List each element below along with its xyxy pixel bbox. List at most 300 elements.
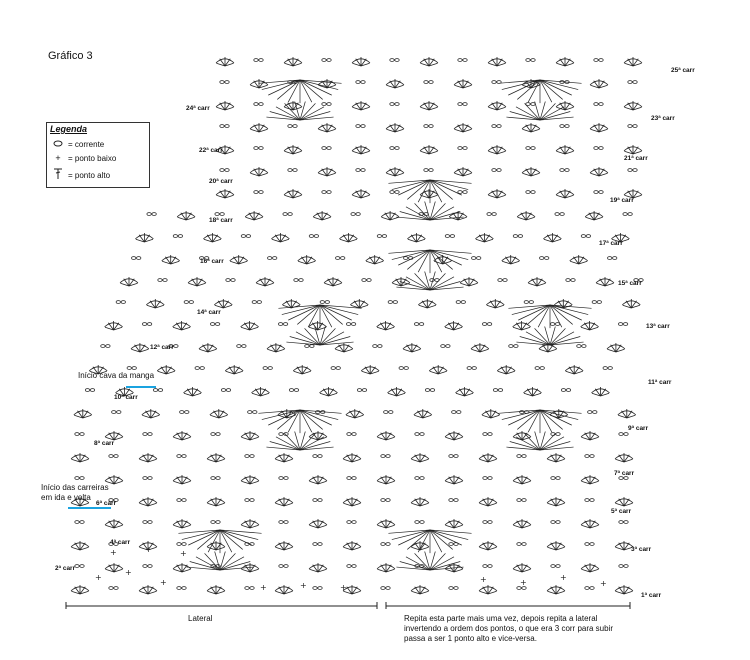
chain-stitch <box>395 59 399 62</box>
shell-stitch <box>420 101 438 110</box>
chain-stitch <box>488 565 492 568</box>
chain-stitch <box>561 389 565 392</box>
chain-stitch <box>225 169 229 172</box>
shell-stitch <box>475 233 493 242</box>
shell-stitch <box>547 541 565 550</box>
chain-stitch <box>80 433 84 436</box>
chain-stitch <box>517 587 521 590</box>
chain-stitch <box>216 477 220 480</box>
chain-stitch <box>318 543 322 546</box>
chain-stitch <box>245 499 249 502</box>
chain-stitch <box>331 367 335 370</box>
shell-stitch <box>284 189 302 198</box>
chain-stitch <box>429 169 433 172</box>
chain-stitch <box>250 587 254 590</box>
chain-stitch <box>117 411 121 414</box>
legend-label-single-crochet-text: = ponto baixo <box>68 153 117 163</box>
chain-stitch <box>425 389 429 392</box>
shell-stitch <box>241 475 259 484</box>
chain-stitch <box>80 477 84 480</box>
chain-stitch <box>594 147 598 150</box>
shell-stitch <box>590 79 608 88</box>
chain-stitch <box>483 521 487 524</box>
chain-stitch <box>263 367 267 370</box>
chain-stitch <box>477 257 481 260</box>
chain-stitch <box>347 433 351 436</box>
chain-stitch <box>594 59 598 62</box>
single-crochet-mark: + <box>95 573 102 582</box>
chain-stitch <box>526 147 530 150</box>
chain-stitch <box>454 455 458 458</box>
chain-stitch <box>288 213 292 216</box>
chain-stitch <box>215 323 219 326</box>
chain-stitch <box>195 367 199 370</box>
chain-stitch <box>278 323 282 326</box>
chain-stitch <box>608 257 612 260</box>
chain-stitch <box>531 59 535 62</box>
single-crochet-mark: + <box>300 581 307 590</box>
lateral-caption: Lateral <box>188 614 213 623</box>
chain-stitch <box>182 543 186 546</box>
chain-stitch <box>450 235 454 238</box>
rows-start-note: Início das carreiras em ida e volta <box>41 483 109 502</box>
chain-stitch <box>101 345 105 348</box>
chain-stitch <box>313 455 317 458</box>
shell-stitch <box>199 343 217 352</box>
chain-stitch <box>293 169 297 172</box>
chain-stitch <box>210 323 214 326</box>
chain-stitch <box>362 389 366 392</box>
chain-stitch <box>182 455 186 458</box>
chain-stitch <box>80 565 84 568</box>
row-label-17: 17ª carr <box>599 240 623 247</box>
shell-stitch <box>252 387 270 396</box>
chain-stitch <box>535 367 539 370</box>
shell-stitch <box>352 189 370 198</box>
shell-stitch <box>71 453 89 462</box>
chain-stitch <box>381 455 385 458</box>
chain-stitch <box>254 59 258 62</box>
chain-stitch <box>313 499 317 502</box>
chain-stitch <box>415 521 419 524</box>
row-label-15: 15ª carr <box>618 280 642 287</box>
shell-stitch <box>581 431 599 440</box>
chain-stitch <box>531 191 535 194</box>
chain-stitch <box>288 169 292 172</box>
shell-stitch <box>309 563 327 572</box>
shell-stitch <box>517 211 535 220</box>
shell-stitch <box>528 277 546 286</box>
chain-stitch <box>377 235 381 238</box>
chain-stitch <box>142 323 146 326</box>
chain-stitch <box>182 587 186 590</box>
chain-stitch <box>463 103 467 106</box>
shell-stitch <box>313 211 331 220</box>
chain-stitch <box>522 455 526 458</box>
chain-stitch <box>555 213 559 216</box>
chain-stitch <box>148 565 152 568</box>
shell-stitch <box>157 365 175 374</box>
chain-stitch <box>279 521 283 524</box>
shell-stitch <box>105 321 123 330</box>
row-label-16: 16ª carr <box>200 258 224 265</box>
shell-stitch <box>615 453 633 462</box>
row-label-18: 18ª carr <box>209 217 233 224</box>
chain-stitch <box>386 543 390 546</box>
row-label-13: 13ª carr <box>646 323 670 330</box>
chain-stitch <box>184 301 188 304</box>
shell-stitch <box>339 233 357 242</box>
row-label-14: 14ª carr <box>197 309 221 316</box>
chain-stitch <box>513 235 517 238</box>
chain-stitch <box>351 323 355 326</box>
shell-stitch <box>513 431 531 440</box>
chain-stitch <box>357 389 361 392</box>
chain-stitch <box>492 213 496 216</box>
chain-stitch <box>613 257 617 260</box>
chain-stitch <box>472 257 476 260</box>
chain-stitch <box>529 301 533 304</box>
chain-stitch <box>526 59 530 62</box>
chain-stitch <box>452 411 456 414</box>
shell-stitch <box>454 79 472 88</box>
fan-stitch <box>388 250 471 273</box>
chain-stitch <box>390 59 394 62</box>
chain-stitch <box>497 125 501 128</box>
chain-stitch <box>352 565 356 568</box>
chain-stitch <box>148 433 152 436</box>
chain-stitch <box>585 499 589 502</box>
shell-stitch <box>622 299 640 308</box>
chain-stitch <box>590 587 594 590</box>
chain-stitch <box>147 323 151 326</box>
chain-stitch <box>619 433 623 436</box>
chain-stitch <box>420 477 424 480</box>
shell-stitch <box>581 563 599 572</box>
chain-stitch <box>487 323 491 326</box>
chain-stitch <box>346 323 350 326</box>
chain-stitch <box>599 147 603 150</box>
shell-stitch <box>479 585 497 594</box>
chain-stitch <box>325 301 329 304</box>
legend-label-chain: = corrente <box>68 139 105 149</box>
chain-stitch <box>487 213 491 216</box>
fan-stitch <box>278 305 361 328</box>
chain-stitch <box>284 477 288 480</box>
chain-stitch <box>497 169 501 172</box>
chain-stitch <box>482 323 486 326</box>
shell-stitch <box>513 563 531 572</box>
chain-stitch <box>116 301 120 304</box>
shell-stitch <box>445 321 463 330</box>
chain-stitch <box>582 345 586 348</box>
chain-stitch <box>461 301 465 304</box>
row-label-1: 1ª carr <box>641 592 662 599</box>
row-label-9: 9ª carr <box>628 425 649 432</box>
chain-stitch <box>352 521 356 524</box>
chain-stitch <box>551 565 555 568</box>
row-label-4: 4ª carr <box>110 539 131 546</box>
row-label-6: 6ª carr <box>96 500 117 507</box>
chain-stitch <box>517 543 521 546</box>
chain-stitch <box>322 59 326 62</box>
shell-stitch <box>615 585 633 594</box>
chain-stitch <box>593 411 597 414</box>
chain-stitch <box>577 345 581 348</box>
chain-stitch <box>137 257 141 260</box>
shell-stitch <box>377 519 395 528</box>
chain-stitch <box>352 477 356 480</box>
shell-stitch <box>120 277 138 286</box>
chain-stitch <box>623 213 627 216</box>
chain-stitch <box>488 433 492 436</box>
chain-stitch <box>585 587 589 590</box>
single-crochet-mark: + <box>520 578 527 587</box>
chain-stitch <box>268 367 272 370</box>
shell-stitch <box>256 277 274 286</box>
shell-stitch <box>207 585 225 594</box>
chain-stitch <box>454 499 458 502</box>
shell-stitch <box>454 167 472 176</box>
chain-stitch <box>148 477 152 480</box>
chain-stitch <box>250 543 254 546</box>
shell-stitch <box>377 431 395 440</box>
shell-stitch <box>592 387 610 396</box>
chain-stitch <box>429 125 433 128</box>
shell-stitch <box>230 255 248 264</box>
shell-stitch <box>71 585 89 594</box>
chain-stitch <box>599 191 603 194</box>
chain-stitch <box>313 543 317 546</box>
chain-stitch <box>524 301 528 304</box>
chain-stitch <box>174 345 178 348</box>
plus-stitch-icon: + <box>55 153 61 163</box>
row-label-11: 11ª carr <box>648 379 672 386</box>
chain-stitch <box>624 433 628 436</box>
chain-stitch <box>318 455 322 458</box>
chain-stitch <box>395 147 399 150</box>
chain-stitch <box>279 565 283 568</box>
chain-stitch <box>294 279 298 282</box>
chain-stitch <box>182 499 186 502</box>
shell-stitch <box>343 541 361 550</box>
chain-stitch <box>446 345 450 348</box>
chain-stitch <box>288 125 292 128</box>
chain-stitch <box>259 191 263 194</box>
shell-stitch <box>250 167 268 176</box>
shell-stitch <box>135 233 153 242</box>
fan-stitch <box>516 327 583 345</box>
shell-stitch <box>565 365 583 374</box>
shell-stitch <box>267 343 285 352</box>
chain-stitch <box>404 257 408 260</box>
shell-stitch <box>173 431 191 440</box>
chain-stitch <box>619 477 623 480</box>
fan-stitch <box>388 530 471 553</box>
chain-stitch <box>327 191 331 194</box>
chain-stitch <box>309 235 313 238</box>
shell-stitch <box>479 497 497 506</box>
chain-stitch <box>590 499 594 502</box>
shell-stitch <box>488 101 506 110</box>
chain-stitch <box>313 587 317 590</box>
chain-stitch <box>177 543 181 546</box>
chain-stitch <box>361 125 365 128</box>
chain-stitch <box>518 235 522 238</box>
chain-stitch <box>463 191 467 194</box>
chain-stitch <box>581 235 585 238</box>
chain-stitch <box>242 345 246 348</box>
chain-stitch <box>268 257 272 260</box>
chain-stitch <box>177 587 181 590</box>
chain-stitch <box>114 587 118 590</box>
chain-stitch <box>347 477 351 480</box>
chain-stitch <box>252 301 256 304</box>
chain-stitch <box>259 103 263 106</box>
shell-stitch <box>377 563 395 572</box>
shell-stitch <box>177 211 195 220</box>
shell-stitch <box>139 497 157 506</box>
chain-stitch <box>633 81 637 84</box>
chain-stitch <box>75 565 79 568</box>
chain-stitch <box>498 279 502 282</box>
chain-stitch <box>132 367 136 370</box>
shell-stitch <box>346 409 364 418</box>
chain-stitch <box>386 455 390 458</box>
chain-stitch <box>112 411 116 414</box>
chain-stitch <box>310 345 314 348</box>
shell-stitch <box>624 145 642 154</box>
chain-stitch <box>560 125 564 128</box>
shell-stitch <box>173 321 191 330</box>
chain-stitch <box>415 477 419 480</box>
chain-stitch <box>492 125 496 128</box>
chain-stitch <box>351 213 355 216</box>
chain-stitch <box>180 411 184 414</box>
shell-stitch <box>513 475 531 484</box>
chain-stitch <box>623 323 627 326</box>
single-crochet-mark: + <box>125 568 132 577</box>
row-label-22: 22ª carr <box>199 147 223 154</box>
fan-stitch <box>388 180 471 203</box>
chain-stitch <box>585 455 589 458</box>
chain-stitch <box>284 521 288 524</box>
chain-stitch <box>352 433 356 436</box>
shell-stitch <box>343 497 361 506</box>
shell-stitch <box>497 365 515 374</box>
chain-stitch <box>90 389 94 392</box>
chain-stitch <box>132 257 136 260</box>
shell-stitch <box>366 255 384 264</box>
chain-stitch <box>220 81 224 84</box>
row-label-2: 2ª carr <box>55 565 76 572</box>
chain-stitch <box>483 477 487 480</box>
shell-stitch <box>524 387 542 396</box>
shell-stitch <box>547 497 565 506</box>
shell-stitch <box>488 189 506 198</box>
chain-stitch <box>628 125 632 128</box>
chain-stitch <box>608 367 612 370</box>
chain-stitch <box>189 301 193 304</box>
armhole-start-note: Início cava da manga <box>78 371 155 380</box>
chain-stitch <box>565 125 569 128</box>
shell-stitch <box>352 145 370 154</box>
shell-stitch <box>324 277 342 286</box>
chain-stitch <box>220 169 224 172</box>
chain-stitch <box>200 367 204 370</box>
chain-stitch <box>566 389 570 392</box>
fan-stitch <box>396 202 463 220</box>
shell-stitch <box>105 519 123 528</box>
chain-stitch <box>299 279 303 282</box>
chain-stitch <box>384 411 388 414</box>
shell-stitch <box>386 167 404 176</box>
shell-stitch <box>139 585 157 594</box>
chain-stitch <box>220 213 224 216</box>
chain-stitch <box>503 279 507 282</box>
shell-stitch <box>275 453 293 462</box>
shell-stitch <box>352 101 370 110</box>
shell-stitch <box>309 475 327 484</box>
chain-stitch <box>560 169 564 172</box>
fan-stitch <box>396 552 463 570</box>
shell-stitch <box>386 123 404 132</box>
chain-stitch <box>293 125 297 128</box>
chain-stitch <box>143 433 147 436</box>
shell-stitch <box>381 211 399 220</box>
chain-stitch <box>619 565 623 568</box>
chain-stitch <box>449 543 453 546</box>
fan-stitch <box>266 102 333 120</box>
chain-stitch <box>361 81 365 84</box>
chain-stitch <box>449 587 453 590</box>
shell-stitch <box>445 431 463 440</box>
shell-stitch <box>139 453 157 462</box>
chain-stitch <box>493 389 497 392</box>
repeat-bracket <box>386 602 630 609</box>
chain-stitch <box>152 213 156 216</box>
chain-stitch <box>590 455 594 458</box>
chain-stitch <box>545 257 549 260</box>
shell-stitch <box>618 409 636 418</box>
chain-stitch <box>498 389 502 392</box>
chain-stitch <box>250 455 254 458</box>
chain-stitch <box>237 345 241 348</box>
chain-stitch <box>420 521 424 524</box>
chain-stitch <box>467 367 471 370</box>
chain-stitch <box>245 455 249 458</box>
shell-stitch <box>352 57 370 66</box>
chain-stitch <box>211 433 215 436</box>
shell-stitch <box>241 431 259 440</box>
chain-stitch <box>318 587 322 590</box>
chain-stitch <box>322 103 326 106</box>
shell-stitch <box>241 519 259 528</box>
chain-stitch <box>75 433 79 436</box>
shell-stitch <box>131 343 149 352</box>
shell-stitch <box>207 453 225 462</box>
chain-stitch <box>336 257 340 260</box>
chain-stitch <box>556 433 560 436</box>
chain-stitch <box>430 279 434 282</box>
chain-stitch <box>254 103 258 106</box>
chain-stitch <box>463 59 467 62</box>
shell-stitch <box>207 497 225 506</box>
chain-stitch <box>220 125 224 128</box>
chain-stitch <box>153 389 157 392</box>
chain-stitch <box>404 367 408 370</box>
fan-stitch <box>178 530 261 553</box>
